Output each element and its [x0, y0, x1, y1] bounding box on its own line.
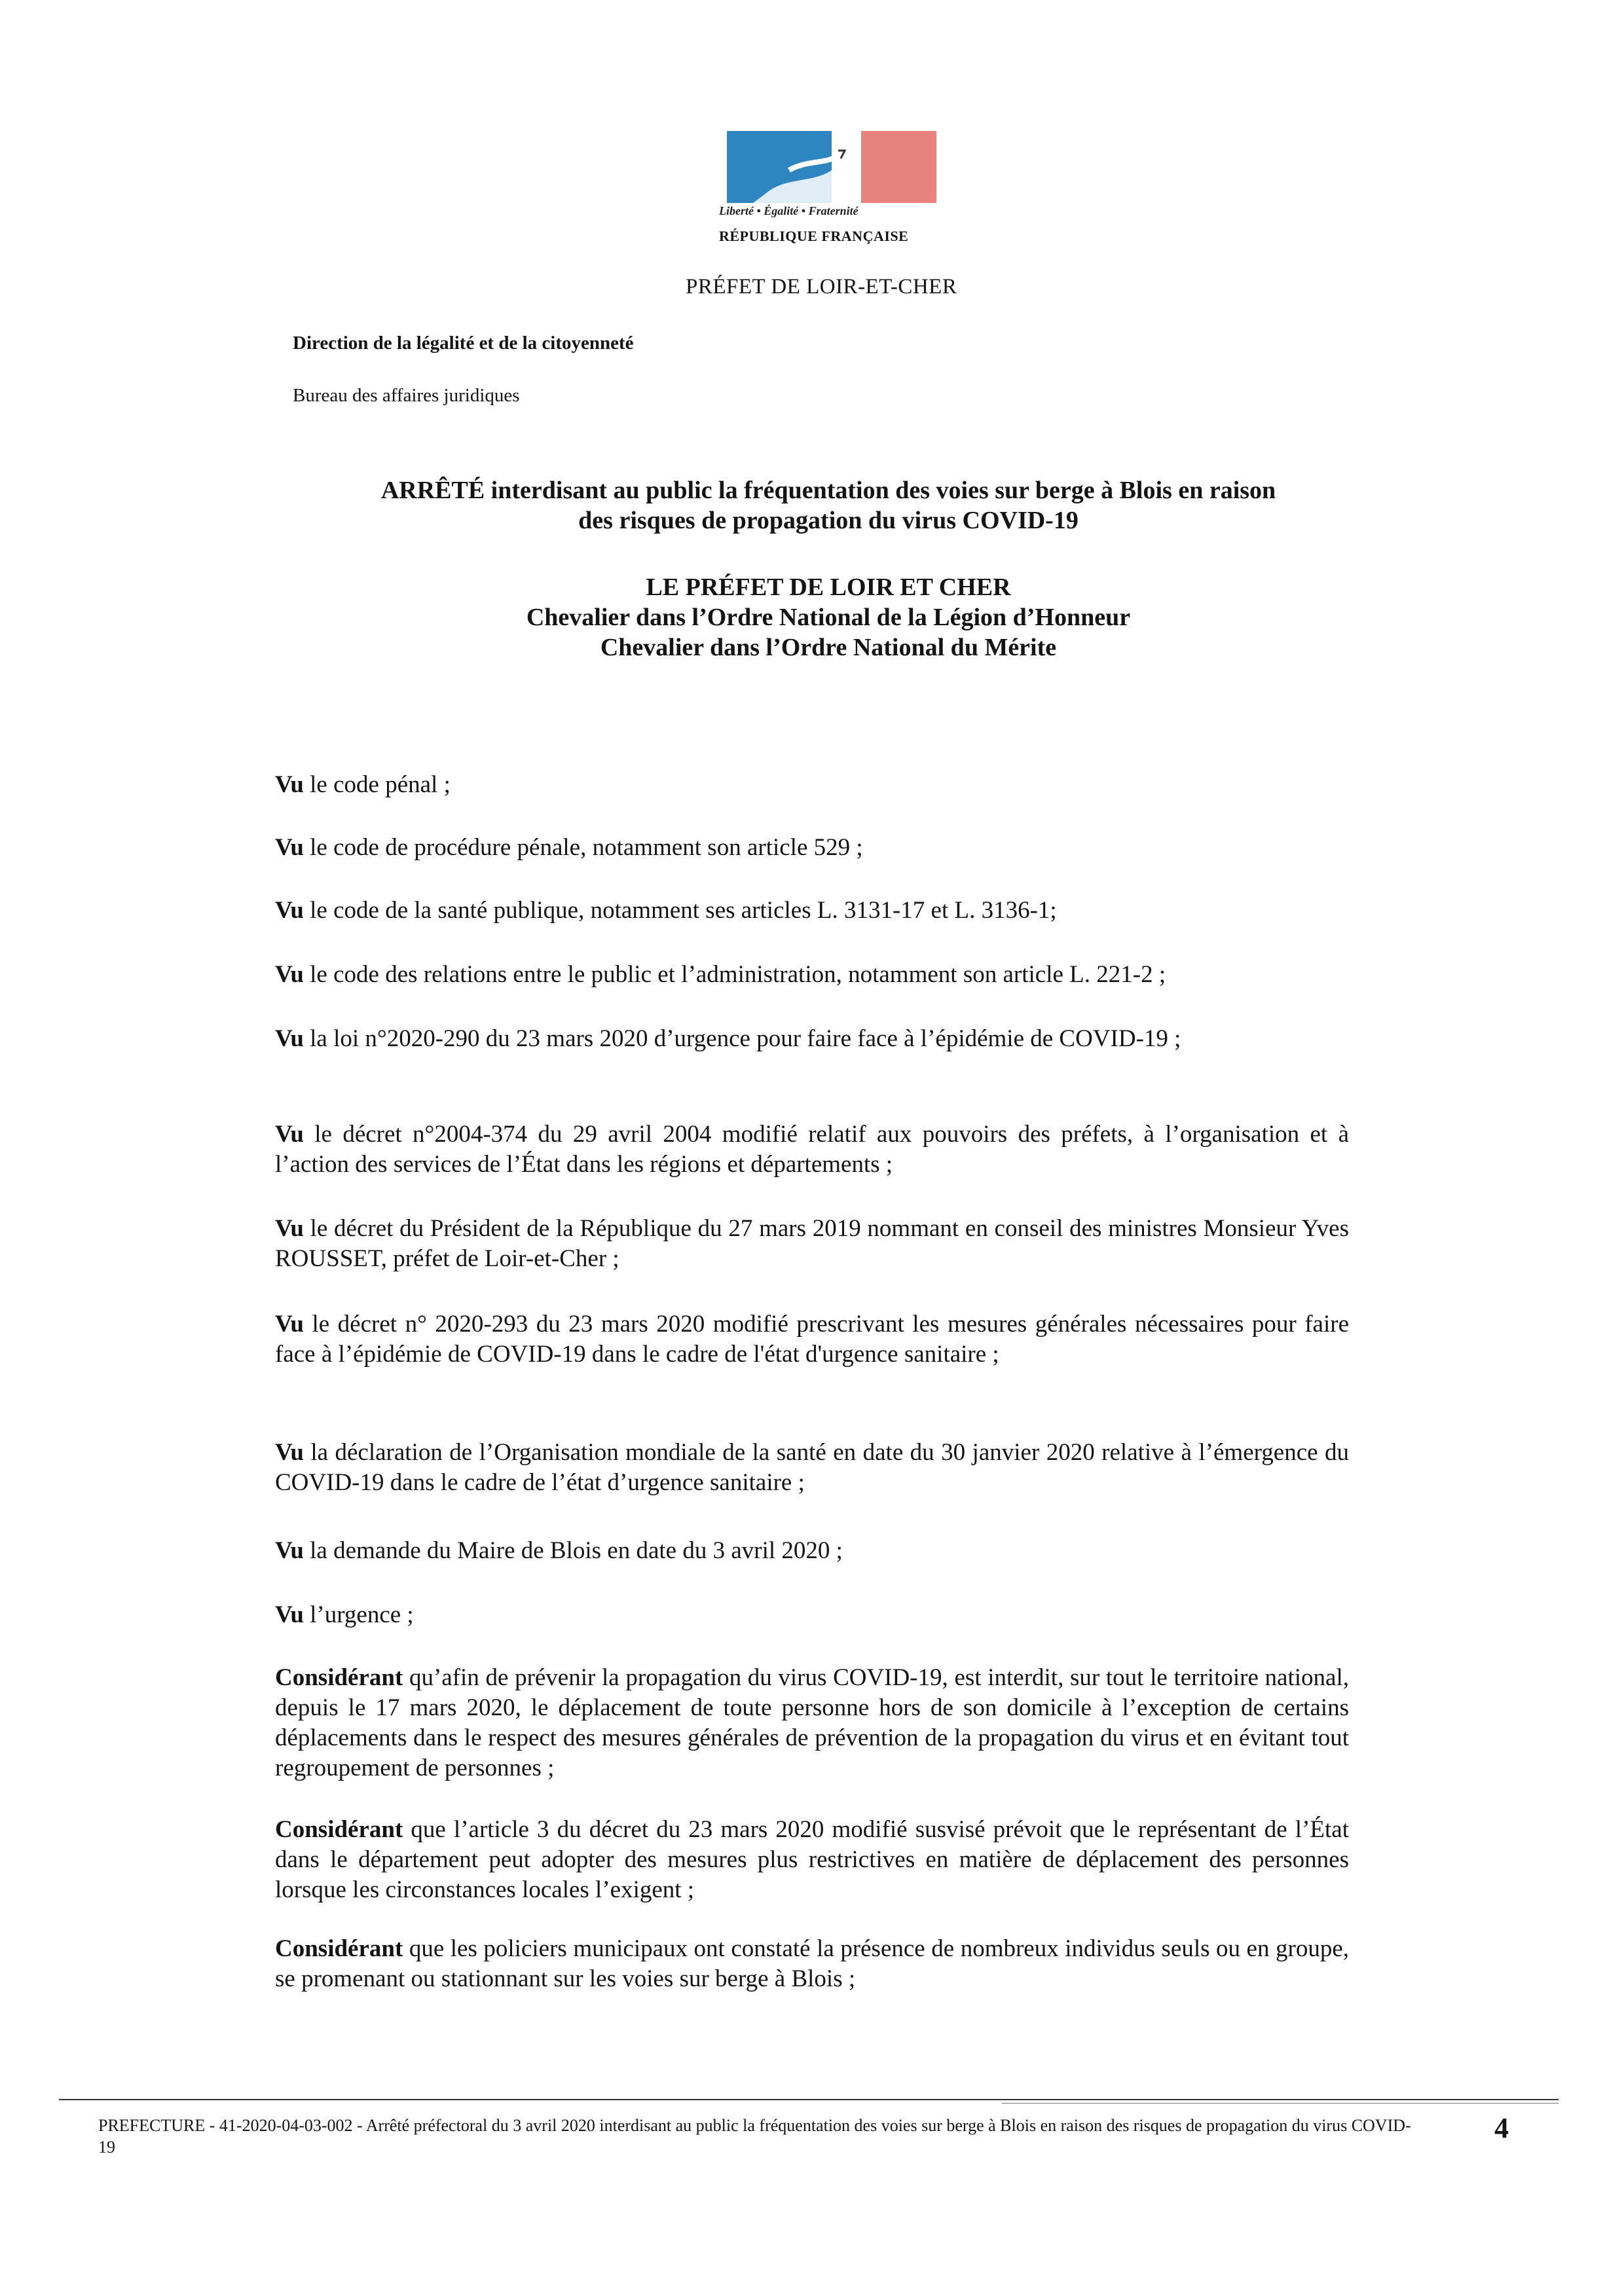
prefecture-name: PRÉFET DE LOIR-ET-CHER — [686, 275, 957, 299]
visa-item: Vu le décret n° 2020-293 du 23 mars 2020 modifié prescrivant les mesures générales nécessaires pour faire face à l’épidémie de COVID-19 dans le cadre de l'état d'urgence sanitaire ; — [275, 1311, 1349, 1368]
republic-name: RÉPUBLIQUE FRANÇAISE — [719, 228, 909, 244]
visa-item: Vu le code pénal ; — [275, 771, 451, 798]
decree-title-line-2: des risques de propagation du virus COVID-19 — [578, 507, 1079, 534]
honour-merit: Chevalier dans l’Ordre National du Mérite — [600, 634, 1057, 661]
visa-item: Vu la déclaration de l’Organisation mondiale de la santé en date du 30 janvier 2020 relative à l’émergence du COVID-19 dans le cadre de l’état d’urgence sanitaire ; — [275, 1439, 1349, 1496]
prefect-title: LE PRÉFET DE LOIR ET CHER — [646, 574, 1011, 601]
bureau-name: Bureau des affaires juridiques — [293, 385, 520, 406]
decree-title — [262, 475, 1395, 536]
marianne-logo-icon — [727, 131, 936, 203]
footer-rule-secondary — [1002, 2103, 1559, 2104]
visa-item: Vu la demande du Maire de Blois en date du 3 avril 2020 ; — [275, 1537, 843, 1564]
visa-item: Vu la loi n°2020-290 du 23 mars 2020 d’urgence pour faire face à l’épidémie de COVID-19 ; — [275, 1025, 1181, 1052]
whereas-item: Considérant que les policiers municipaux ont constaté la présence de nombreux individus seuls ou en groupe, se promenant ou stationnant sur les voies sur berge à Blois ; — [275, 1935, 1349, 1992]
visa-item: Vu le décret n°2004-374 du 29 avril 2004 modifié relatif aux pouvoirs des préfets, à l’organisation et à l’action des services de l’État dans les régions et départements ; — [275, 1121, 1349, 1178]
whereas-item: Considérant qu’afin de prévenir la propagation du virus COVID-19, est interdit, sur tout le territoire national, depuis le 17 mars 2020, le déplacement de toute personne hors de son domicile à l’exception de certains déplacements dans le respect des mesures générales de prévention de la propagation du virus et en évitant tout regroupement de personnes ; — [275, 1664, 1349, 1781]
visa-item: Vu le code des relations entre le public et l’administration, notamment son article L. 221-2 ; — [275, 961, 1166, 988]
republic-motto: Liberté • Égalité • Fraternité — [719, 204, 858, 217]
visa-item: Vu l’urgence ; — [275, 1601, 414, 1628]
prefect-block — [262, 572, 1395, 663]
direction-name: Direction de la légalité et de la citoyenneté — [293, 333, 634, 354]
visa-item: Vu le décret du Président de la République du 27 mars 2019 nommant en conseil des ministres Monsieur Yves ROUSSET, préfet de Loir-et-Cher ; — [275, 1215, 1349, 1272]
visa-item: Vu le code de procédure pénale, notamment son article 529 ; — [275, 834, 863, 861]
footer-rule — [59, 2099, 1559, 2100]
honour-legion: Chevalier dans l’Ordre National de la Légion d’Honneur — [526, 604, 1131, 631]
visa-item: Vu le code de la santé publique, notamment ses articles L. 3131-17 et L. 3136-1; — [275, 897, 1057, 924]
footer-reference: PREFECTURE - 41-2020-04-03-002 - Arrêté préfectoral du 3 avril 2020 interdisant au public la fréquentation des voies sur berge à Blois en raison des risques de propagation du virus COVID-19 — [98, 2116, 1411, 2157]
whereas-item: Considérant que l’article 3 du décret du 23 mars 2020 modifié susvisé prévoit que le représentant de l’État dans le département peut adopter des mesures plus restrictives en matière de déplacement des personnes lorsque les circonstances locales l’exigent ; — [275, 1816, 1349, 1903]
page-number: 4 — [1494, 2112, 1509, 2144]
decree-title-line-1: ARRÊTÉ interdisant au public la fréquentation des voies sur berge à Blois en raison — [380, 477, 1276, 504]
